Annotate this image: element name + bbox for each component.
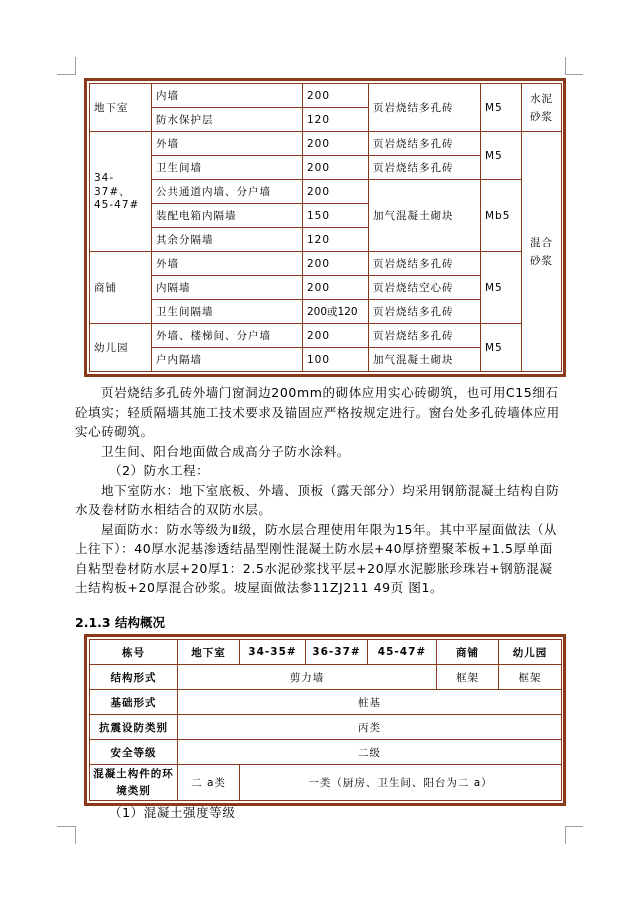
header-cell: 45-47# <box>368 640 437 665</box>
crop-mark <box>565 826 566 844</box>
seismic-value: 丙类 <box>178 715 562 740</box>
table-row <box>90 252 562 276</box>
group-cell: 34-37#、45-47# <box>90 132 152 252</box>
item-cell: 其余分隔墙 <box>152 228 303 252</box>
crop-mark <box>565 74 583 75</box>
structure-form-main: 剪力墙 <box>178 665 437 690</box>
material-cell: 页岩烧结多孔砖 <box>369 132 481 156</box>
table-row <box>90 324 562 348</box>
thickness-cell: 200或120 <box>303 300 369 324</box>
subheading: （1）混凝土强度等级 <box>109 805 236 820</box>
item-cell: 卫生间墙 <box>152 156 303 180</box>
material-cell: 加气混凝土砌块 <box>369 180 481 252</box>
table-row <box>90 640 562 665</box>
table-row <box>90 180 562 204</box>
mortar-type-cell: 混合砂浆 <box>522 132 562 372</box>
item-cell: 户内隔墙 <box>152 348 303 372</box>
thickness-cell: 200 <box>303 132 369 156</box>
structure-form-kinder: 框架 <box>499 665 562 690</box>
table-row <box>90 740 562 765</box>
group-cell: 地下室 <box>90 84 152 132</box>
structure-table <box>84 634 566 806</box>
item-cell: 装配电箱内隔墙 <box>152 204 303 228</box>
crop-mark <box>75 826 76 844</box>
mortar-cell: M5 <box>481 132 522 180</box>
thickness-cell: 200 <box>303 84 369 108</box>
material-cell: 加气混凝土砌块 <box>369 348 481 372</box>
body-text <box>75 383 565 598</box>
row-label: 抗震设防类别 <box>90 715 178 740</box>
mortar-cell: M5 <box>481 84 522 132</box>
item-cell: 外墙 <box>152 252 303 276</box>
header-cell: 栋号 <box>90 640 178 665</box>
material-cell: 页岩烧结多孔砖 <box>369 156 481 180</box>
header-cell: 36-37# <box>306 640 368 665</box>
thickness-cell: 120 <box>303 228 369 252</box>
header-cell: 商铺 <box>437 640 499 665</box>
mortar-cell: M5 <box>481 324 522 372</box>
item-cell: 内隔墙 <box>152 276 303 300</box>
table-row <box>90 132 562 156</box>
masonry-table <box>84 78 566 377</box>
paragraph-waterproof-coating: 卫生间、阳台地面做合成高分子防水涂料。 <box>101 443 350 459</box>
thickness-cell: 200 <box>303 324 369 348</box>
safety-value: 二级 <box>178 740 562 765</box>
material-cell: 页岩烧结空心砖 <box>369 276 481 300</box>
group-cell: 幼儿园 <box>90 324 152 372</box>
material-cell: 页岩烧结多孔砖 <box>369 252 481 276</box>
item-cell: 外墙、楼梯间、分户墙 <box>152 324 303 348</box>
row-label: 混凝土构件的环境类别 <box>90 765 178 801</box>
paragraph-waterproof-heading: （2）防水工程： <box>109 463 210 478</box>
env-basement: 二 a类 <box>178 765 240 801</box>
row-label: 基础形式 <box>90 690 178 715</box>
item-cell: 内墙 <box>152 84 303 108</box>
structure-form-shop: 框架 <box>437 665 499 690</box>
material-cell: 页岩烧结多孔砖 <box>369 324 481 348</box>
thickness-cell: 100 <box>303 348 369 372</box>
mortar-cell: M5 <box>481 252 522 324</box>
paragraph-masonry: 页岩烧结多孔砖外墙门窗洞边200mm的砌体应用实心砖砌筑，也可用C15细石砼填实；轻质隔墙其施工技术要求及锚固应严格按规定进行。窗台处多孔砖墙体应用实心砖砌筑。 <box>75 385 560 439</box>
thickness-cell: 150 <box>303 204 369 228</box>
thickness-cell: 200 <box>303 156 369 180</box>
group-cell: 商铺 <box>90 252 152 324</box>
thickness-cell: 200 <box>303 180 369 204</box>
item-cell: 公共通道内墙、分户墙 <box>152 180 303 204</box>
thickness-cell: 200 <box>303 252 369 276</box>
crop-mark <box>75 57 76 75</box>
foundation-value: 桩基 <box>178 690 562 715</box>
item-cell: 外墙 <box>152 132 303 156</box>
mortar-type-cell: 水泥砂浆 <box>522 84 562 132</box>
paragraph-basement-waterproof: 地下室防水：地下室底板、外墙、顶板（露天部分）均采用钢筋混凝土结构自防水及卷材防水相结合的双防水层。 <box>75 482 560 517</box>
env-other: 一类（厨房、卫生间、阳台为二 a） <box>240 765 562 801</box>
thickness-cell: 200 <box>303 276 369 300</box>
material-cell: 页岩烧结多孔砖 <box>369 84 481 132</box>
table-row <box>90 84 562 108</box>
table-row <box>90 765 562 801</box>
crop-mark <box>565 57 566 75</box>
material-cell: 页岩烧结多孔砖 <box>369 300 481 324</box>
table-row <box>90 715 562 740</box>
paragraph-roof-waterproof: 屋面防水：防水等级为Ⅱ级，防水层合理使用年限为15年。其中平屋面做法（从上往下）：40厚水泥基渗透结晶型刚性混凝土防水层+40厚挤塑聚苯板+1.5厚单面自粘型卷材防水层+20厚1：2.5水泥砂浆找平层+20厚水泥膨胀珍珠岩+钢筋混凝土结构板+20厚混合砂浆。坡屋面做法参11ZJ211 49页 图1。 <box>75 521 558 595</box>
crop-mark <box>57 74 75 75</box>
crop-mark <box>565 826 583 827</box>
header-cell: 幼儿园 <box>499 640 562 665</box>
row-label: 结构形式 <box>90 665 178 690</box>
item-cell: 防水保护层 <box>152 108 303 132</box>
item-cell: 卫生间隔墙 <box>152 300 303 324</box>
table-row <box>90 665 562 690</box>
table-row <box>90 690 562 715</box>
section-heading: 2.1.3 结构概况 <box>75 615 165 630</box>
row-label: 安全等级 <box>90 740 178 765</box>
crop-mark <box>57 826 75 827</box>
header-cell: 地下室 <box>178 640 240 665</box>
thickness-cell: 120 <box>303 108 369 132</box>
mortar-cell: Mb5 <box>481 180 522 252</box>
header-cell: 34-35# <box>240 640 306 665</box>
